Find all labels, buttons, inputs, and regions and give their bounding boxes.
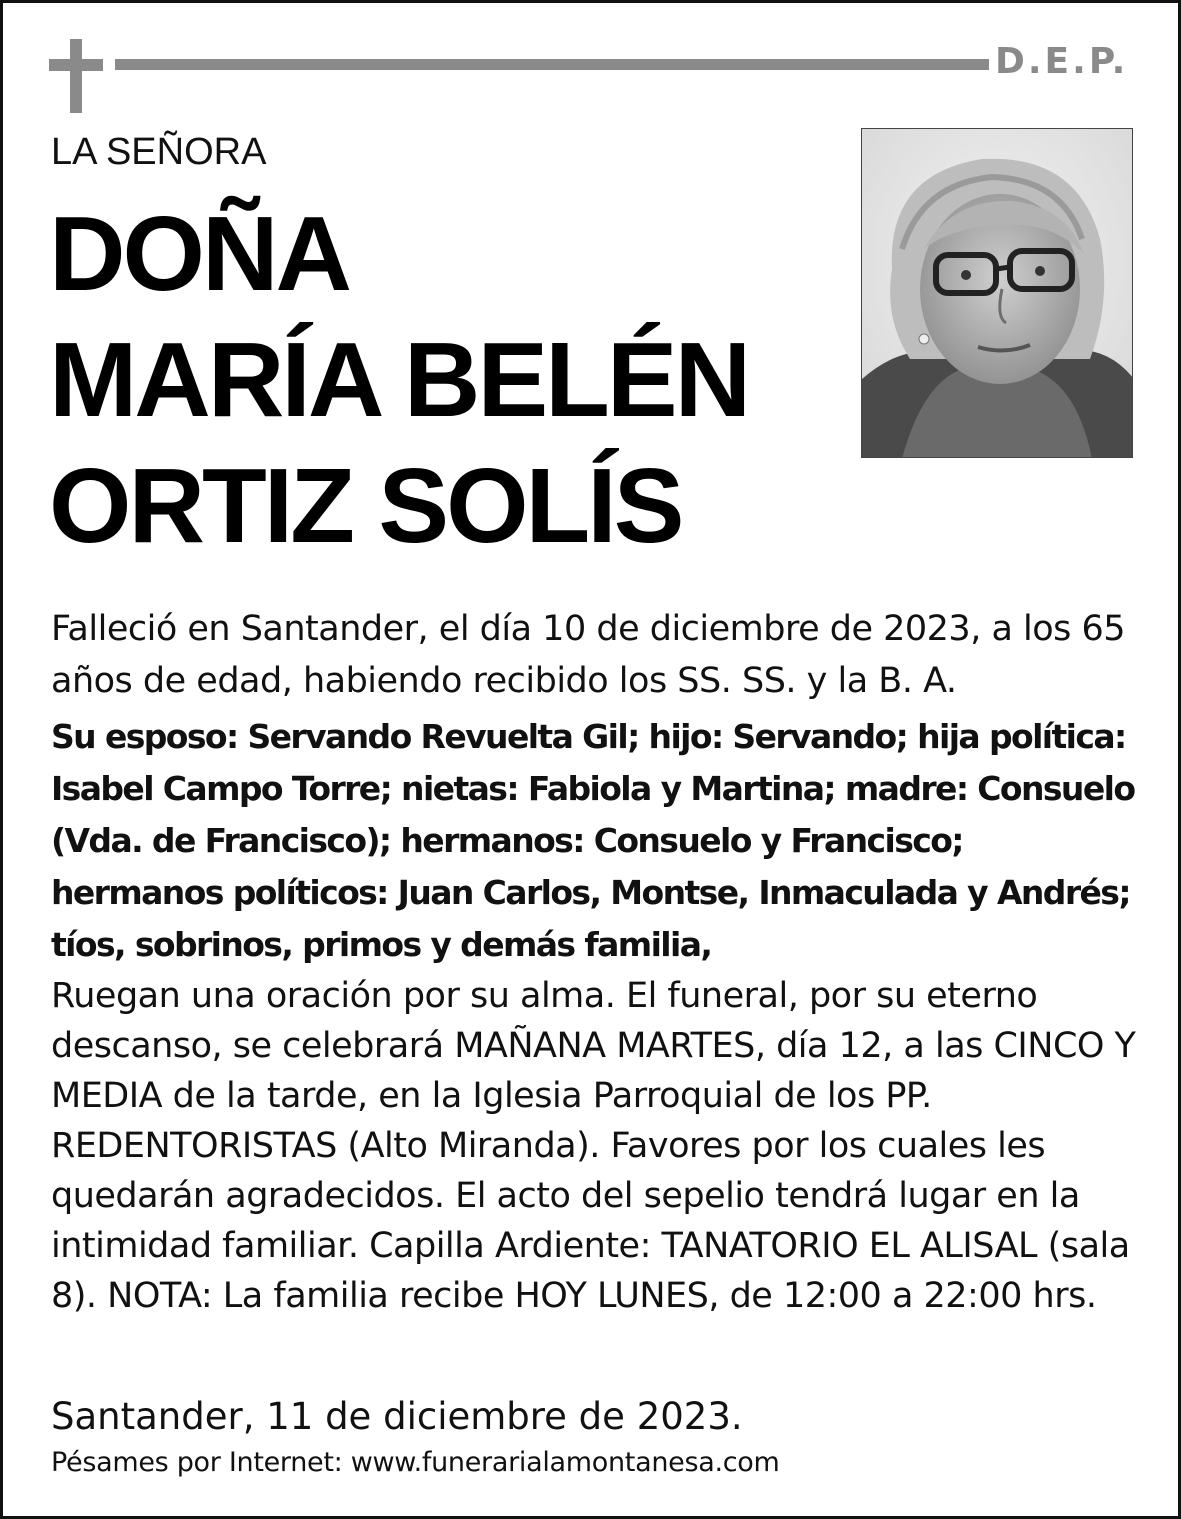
name-line-2: MARÍA BELÉN — [49, 321, 749, 439]
header-rule — [115, 59, 989, 70]
deceased-name — [49, 191, 829, 569]
name-line-1: DOÑA — [49, 195, 350, 313]
portrait-illustration — [862, 129, 1133, 458]
cross-icon — [49, 39, 103, 113]
dep-label: D.E.P. — [995, 41, 1129, 82]
family-paragraph: Su esposo: Servando Revuelta Gil; hijo: Servando; hija política: Isabel Campo Torre; nietas: Fabiola y Martina; madre: Consuelo (Vda. de Francisco); hermanos: Consuelo y Francisco; hermanos políticos: Juan Carlos, Montse, Inmaculada y Andrés; tíos, sobrinos, primos y demás familia, — [51, 717, 1135, 964]
condolences-website: Pésames por Internet: www.funerarialamontanesa.com — [51, 1447, 780, 1478]
funeral-paragraph: Ruegan una oración por su alma. El funeral, por su eterno descanso, se celebrará MAÑANA MARTES, día 12, a las CINCO Y MEDIA de la tarde, en la Iglesia Parroquial de los PP. REDENTORISTAS (Alto Miranda). Favores por los cuales les quedarán agradecidos. El acto del sepelio tendrá lugar en la intimidad familiar. Capilla Ardiente: TANATORIO EL ALISAL (sala 8). NOTA: La familia recibe HOY LUNES, de 12:00 a 22:00 hrs. — [51, 976, 1136, 1316]
name-line-3: ORTIZ SOLÍS — [49, 447, 682, 565]
notice-date: Santander, 11 de diciembre de 2023. — [51, 1395, 743, 1438]
death-paragraph: Falleció en Santander, el día 10 de diciembre de 2023, a los 65 años de edad, habiendo recibido los SS. SS. y la B. A. — [51, 609, 1126, 701]
honorific: LA SEÑORA — [51, 131, 267, 173]
portrait-photo — [861, 128, 1133, 458]
